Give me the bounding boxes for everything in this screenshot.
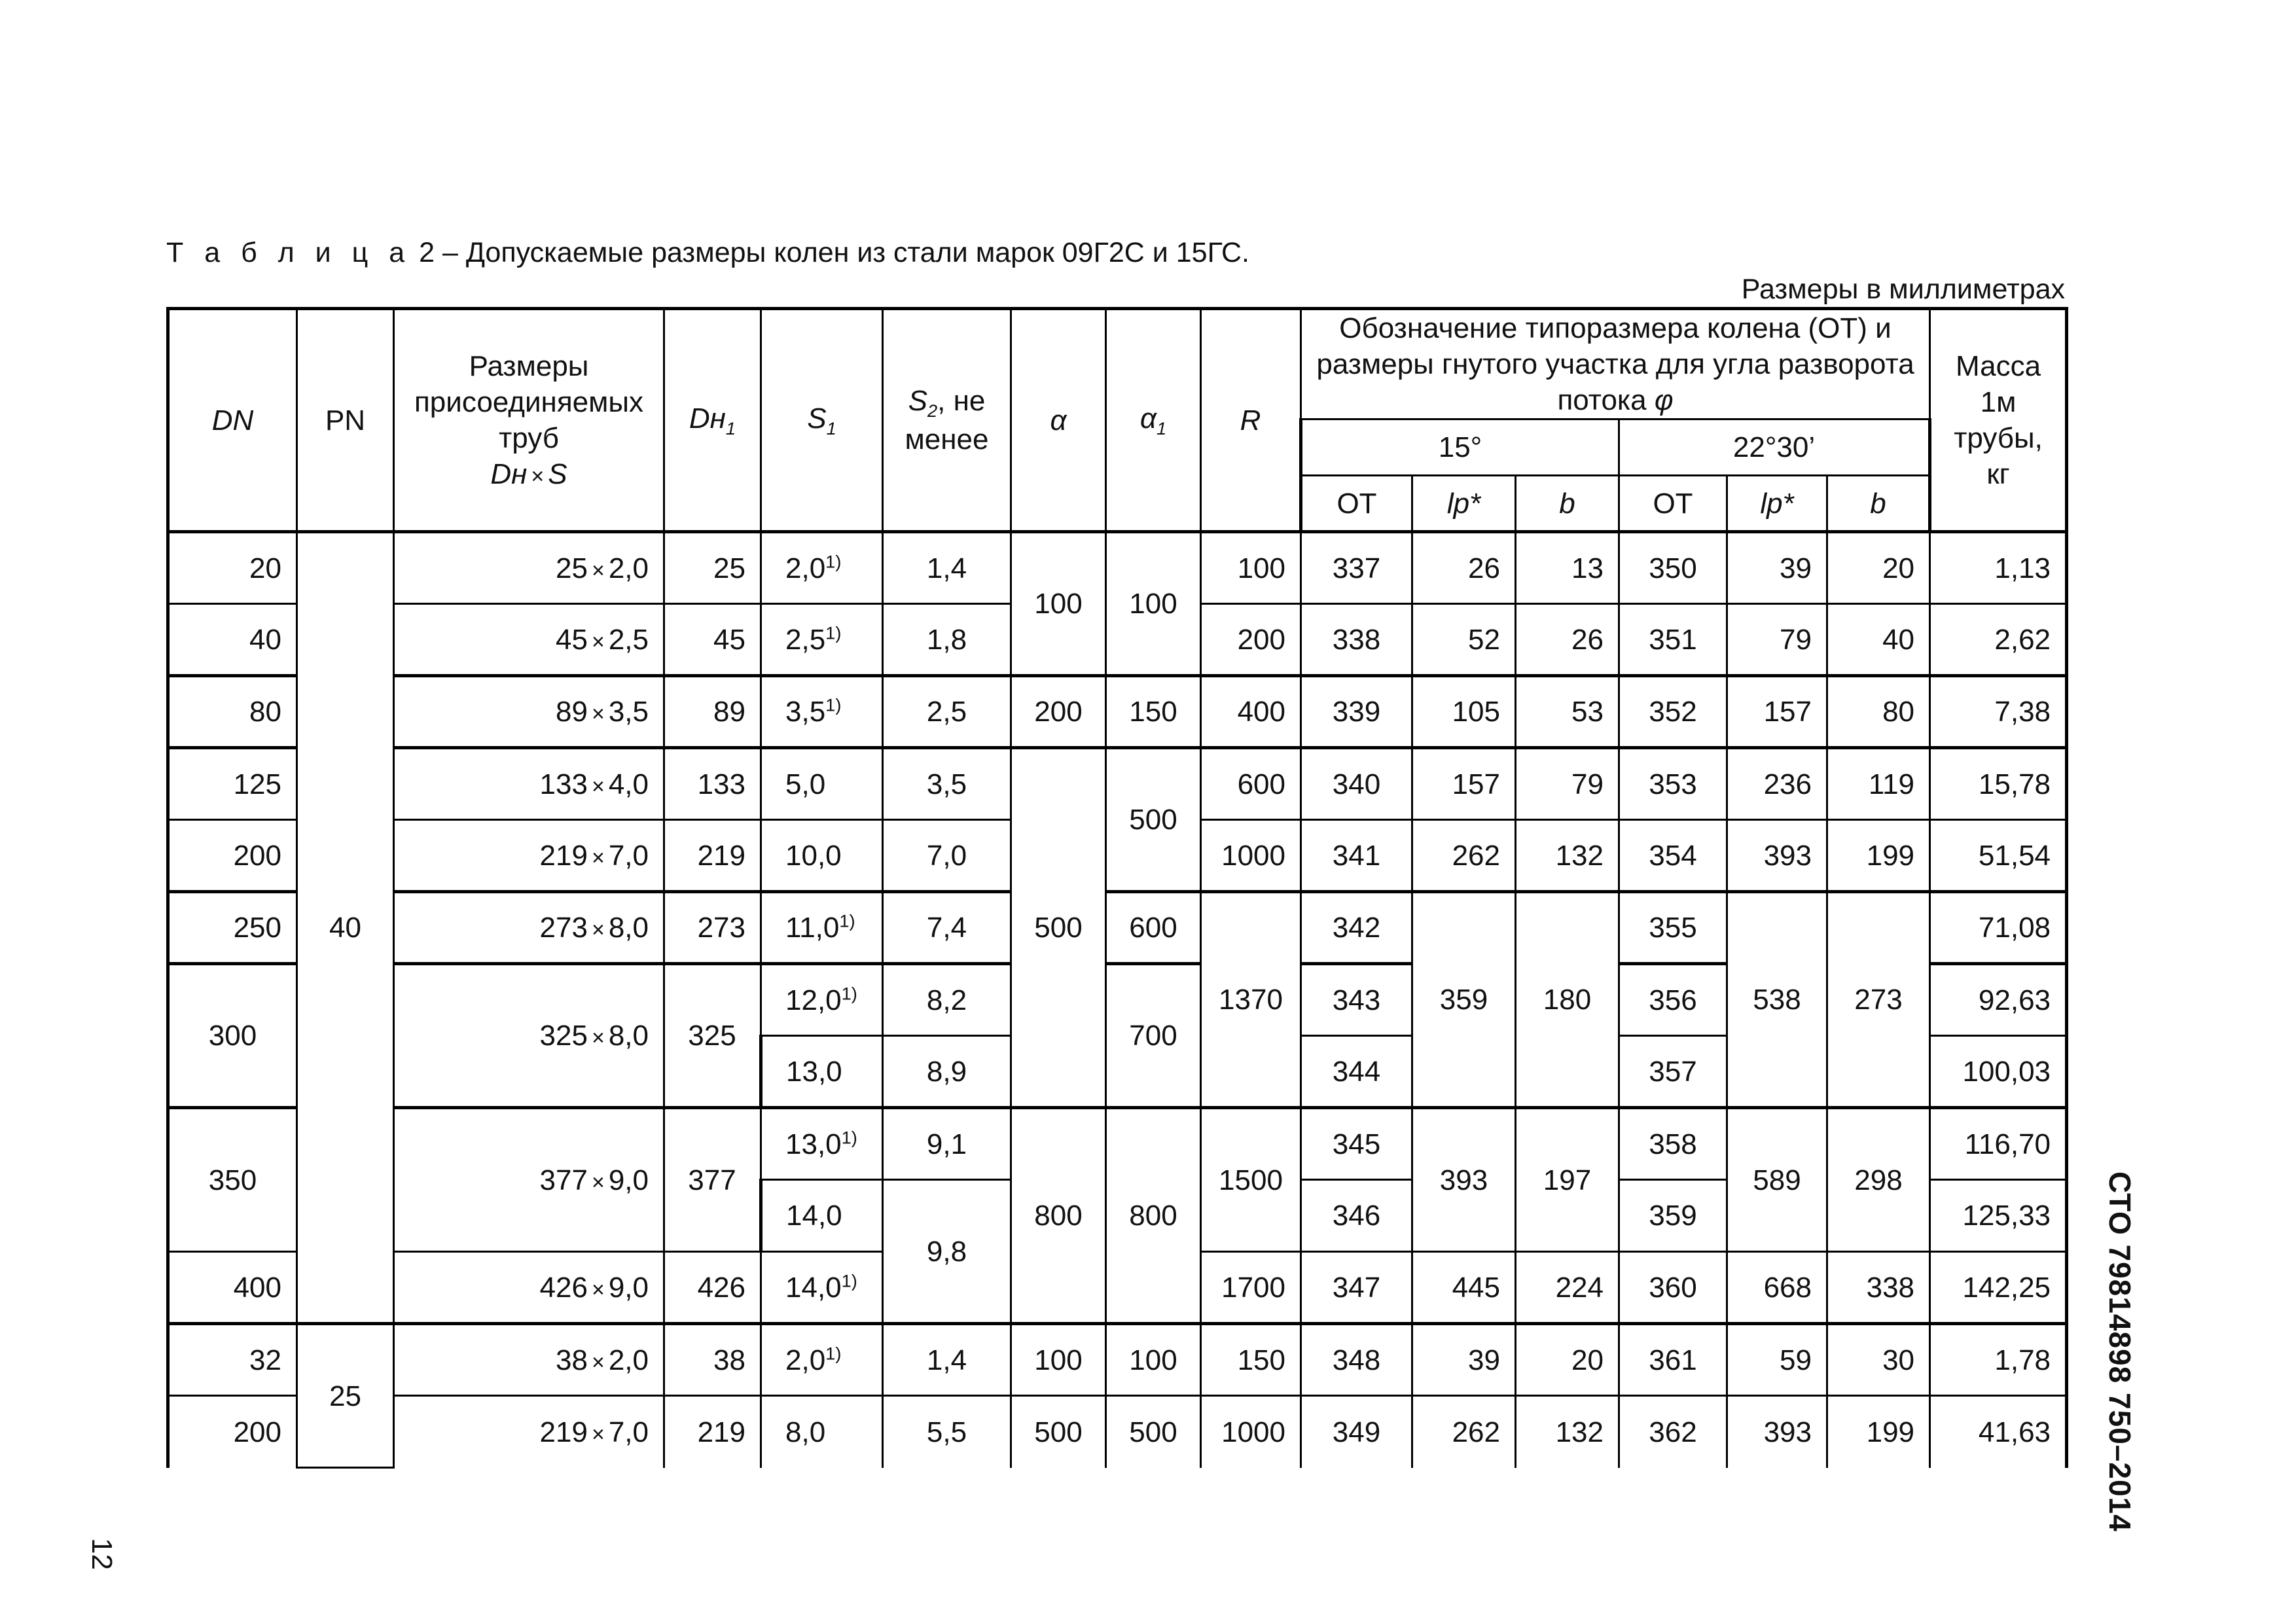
cell-ot-15: 337 [1301, 532, 1412, 604]
cell-pn: 25 [297, 1324, 394, 1468]
header-lp-15: lр* [1412, 476, 1516, 532]
cell-ot-22: 352 [1619, 676, 1727, 748]
cell-b-15: 224 [1516, 1252, 1619, 1324]
cell-s1: 8,0 [761, 1396, 883, 1468]
cell-pipe-size: 45 × 2,5 [394, 604, 664, 676]
cell-alpha1: 150 [1106, 676, 1201, 748]
cell-lp-22: 668 [1727, 1252, 1827, 1324]
cell-mass: 125,33 [1930, 1180, 2067, 1252]
cell-r: 1000 [1201, 820, 1301, 892]
cell-ot-22: 353 [1619, 748, 1727, 820]
cell-alpha1: 600 [1106, 892, 1201, 964]
cell-mass: 1,13 [1930, 532, 2067, 604]
cell-dh1: 273 [664, 892, 761, 964]
cell-ot-15: 349 [1301, 1396, 1412, 1468]
cell-r: 100 [1201, 532, 1301, 604]
cell-lp-15: 39 [1412, 1324, 1516, 1396]
cell-ot-15: 338 [1301, 604, 1412, 676]
caption-text: 2 – Допускаемые размеры колен из стали марок 09Г2С и 15ГС. [419, 237, 1249, 268]
cell-s1: 10,0 [761, 820, 883, 892]
cell-s2: 9,8 [883, 1180, 1011, 1324]
cell-b-15: 132 [1516, 820, 1619, 892]
cell-ot-15: 343 [1301, 964, 1412, 1036]
cell-ot-15: 347 [1301, 1252, 1412, 1324]
cell-lp-22: 393 [1727, 1396, 1827, 1468]
header-ot-22: ОТ [1619, 476, 1727, 532]
cell-pipe-size: 133 × 4,0 [394, 748, 664, 820]
header-dh1: $Dн_1$ [664, 309, 761, 532]
cell-b-22: 273 [1827, 892, 1930, 1108]
cell-s1: 2,0$^{1)}$ [761, 532, 883, 604]
header-alpha1: $\alpha_1$ [1106, 309, 1201, 532]
table-row [168, 748, 2067, 820]
document-code: СТО 79814898 750–2014 [2103, 1171, 2137, 1532]
cell-b-22: 30 [1827, 1324, 1930, 1396]
header-r: R [1201, 309, 1301, 532]
header-s1: $S_1$ [761, 309, 883, 532]
cell-lp-15: 445 [1412, 1252, 1516, 1324]
header-lp-22: lр* [1727, 476, 1827, 532]
bend-dimensions-table [166, 307, 2068, 1469]
cell-b-15: 13 [1516, 532, 1619, 604]
cell-lp-15: 52 [1412, 604, 1516, 676]
cell-lp-22: 393 [1727, 820, 1827, 892]
cell-dh1: 219 [664, 820, 761, 892]
cell-ot-22: 354 [1619, 820, 1727, 892]
header-dn: DN [168, 309, 297, 532]
cell-dn: 300 [168, 964, 297, 1108]
cell-lp-22: 59 [1727, 1324, 1827, 1396]
cell-s1: 3,5$^{1)}$ [761, 676, 883, 748]
cell-pn: 40 [297, 532, 394, 1324]
cell-r: 1000 [1201, 1396, 1301, 1468]
cell-alpha1: 800 [1106, 1108, 1201, 1324]
cell-ot-22: 362 [1619, 1396, 1727, 1468]
caption-prefix: Т а б л и ц а [166, 237, 412, 268]
cell-mass: 1,78 [1930, 1324, 2067, 1396]
cell-s2: 1,4 [883, 1324, 1011, 1396]
cell-lp-22: 79 [1727, 604, 1827, 676]
cell-pipe-size: 219 × 7,0 [394, 1396, 664, 1468]
cell-lp-22: 589 [1727, 1108, 1827, 1252]
cell-pipe-size: 426 × 9,0 [394, 1252, 664, 1324]
header-connected-pipes: Размеры присоединяемых труб Dн × S [394, 309, 664, 532]
cell-alpha: 500 [1011, 1396, 1106, 1468]
table-row [168, 1108, 2067, 1180]
cell-s2: 8,2 [883, 964, 1011, 1036]
cell-b-15: 20 [1516, 1324, 1619, 1396]
cell-mass: 116,70 [1930, 1108, 2067, 1180]
table-row [168, 1324, 2067, 1396]
cell-dh1: 426 [664, 1252, 761, 1324]
cell-ot-22: 351 [1619, 604, 1727, 676]
cell-dn: 40 [168, 604, 297, 676]
cell-ot-15: 342 [1301, 892, 1412, 964]
cell-ot-22: 355 [1619, 892, 1727, 964]
table-caption [166, 237, 1249, 269]
cell-dn: 250 [168, 892, 297, 964]
cell-b-22: 298 [1827, 1108, 1930, 1252]
cell-ot-15: 345 [1301, 1108, 1412, 1180]
cell-lp-15: 157 [1412, 748, 1516, 820]
header-mass: Масса 1м трубы, кг [1930, 309, 2067, 532]
cell-b-15: 53 [1516, 676, 1619, 748]
cell-s2: 7,0 [883, 820, 1011, 892]
cell-pipe-size: 325 × 8,0 [394, 964, 664, 1108]
cell-mass: 15,78 [1930, 748, 2067, 820]
cell-dh1: 219 [664, 1396, 761, 1468]
cell-dn: 400 [168, 1252, 297, 1324]
cell-lp-15: 105 [1412, 676, 1516, 748]
cell-pipe-size: 25 × 2,0 [394, 532, 664, 604]
cell-dh1: 38 [664, 1324, 761, 1396]
cell-alpha: 500 [1011, 748, 1106, 1108]
cell-dh1: 377 [664, 1108, 761, 1252]
cell-alpha: 800 [1011, 1108, 1106, 1324]
cell-ot-22: 350 [1619, 532, 1727, 604]
cell-dh1: 89 [664, 676, 761, 748]
cell-alpha: 100 [1011, 1324, 1106, 1396]
cell-mass: 2,62 [1930, 604, 2067, 676]
cell-b-22: 20 [1827, 532, 1930, 604]
cell-s1: 12,0$^{1)}$ [761, 964, 883, 1036]
cell-r: 200 [1201, 604, 1301, 676]
table-row [168, 532, 2067, 604]
cell-ot-15: 346 [1301, 1180, 1412, 1252]
cell-lp-15: 393 [1412, 1108, 1516, 1252]
cell-mass: 142,25 [1930, 1252, 2067, 1324]
cell-ot-22: 356 [1619, 964, 1727, 1036]
cell-s1: 5,0 [761, 748, 883, 820]
cell-dn: 32 [168, 1324, 297, 1396]
cell-lp-22: 39 [1727, 532, 1827, 604]
cell-s1: 14,0$^{1)}$ [761, 1252, 883, 1324]
cell-mass: 41,63 [1930, 1396, 2067, 1468]
cell-b-22: 338 [1827, 1252, 1930, 1324]
cell-b-22: 80 [1827, 676, 1930, 748]
cell-r: 150 [1201, 1324, 1301, 1396]
cell-b-15: 197 [1516, 1108, 1619, 1252]
cell-dn: 350 [168, 1108, 297, 1252]
cell-mass: 100,03 [1930, 1036, 2067, 1108]
cell-lp-22: 538 [1727, 892, 1827, 1108]
cell-s2: 1,8 [883, 604, 1011, 676]
cell-alpha1: 100 [1106, 532, 1201, 676]
cell-b-15: 132 [1516, 1396, 1619, 1468]
units-note: Размеры в миллиметрах [1741, 274, 2065, 305]
cell-s2: 3,5 [883, 748, 1011, 820]
cell-mass: 71,08 [1930, 892, 2067, 964]
cell-b-22: 199 [1827, 820, 1930, 892]
cell-mass: 92,63 [1930, 964, 2067, 1036]
cell-s2: 1,4 [883, 532, 1011, 604]
cell-ot-22: 358 [1619, 1108, 1727, 1180]
cell-mass: 7,38 [1930, 676, 2067, 748]
cell-lp-15: 359 [1412, 892, 1516, 1108]
cell-b-15: 180 [1516, 892, 1619, 1108]
cell-ot-22: 357 [1619, 1036, 1727, 1108]
header-angle-22-30: 22°30’ [1619, 419, 1930, 476]
cell-ot-22: 359 [1619, 1180, 1727, 1252]
table-row [168, 676, 2067, 748]
cell-s1: 2,5$^{1)}$ [761, 604, 883, 676]
cell-s2: 5,5 [883, 1396, 1011, 1468]
header-b-22: b [1827, 476, 1930, 532]
header-ot-15: ОТ [1301, 476, 1412, 532]
table-row [168, 1396, 2067, 1468]
cell-dn: 20 [168, 532, 297, 604]
cell-lp-15: 26 [1412, 532, 1516, 604]
cell-ot-22: 361 [1619, 1324, 1727, 1396]
cell-s2: 7,4 [883, 892, 1011, 964]
cell-alpha1: 100 [1106, 1324, 1201, 1396]
cell-lp-15: 262 [1412, 1396, 1516, 1468]
cell-s1: 14,0 [761, 1180, 883, 1252]
cell-ot-15: 340 [1301, 748, 1412, 820]
cell-dh1: 133 [664, 748, 761, 820]
cell-pipe-size: 219 × 7,0 [394, 820, 664, 892]
cell-pipe-size: 89 × 3,5 [394, 676, 664, 748]
cell-lp-22: 236 [1727, 748, 1827, 820]
cell-r: 600 [1201, 748, 1301, 820]
cell-s2: 2,5 [883, 676, 1011, 748]
cell-pipe-size: 273 × 8,0 [394, 892, 664, 964]
cell-s1: 13,0 [761, 1036, 883, 1108]
cell-ot-15: 339 [1301, 676, 1412, 748]
cell-dn: 200 [168, 1396, 297, 1468]
cell-ot-15: 344 [1301, 1036, 1412, 1108]
header-pn: PN [297, 309, 394, 532]
cell-alpha1: 700 [1106, 964, 1201, 1108]
cell-r: 1500 [1201, 1108, 1301, 1252]
cell-s1: 11,0$^{1)}$ [761, 892, 883, 964]
cell-alpha: 200 [1011, 676, 1106, 748]
cell-s1: 2,0$^{1)}$ [761, 1324, 883, 1396]
cell-ot-15: 348 [1301, 1324, 1412, 1396]
cell-mass: 51,54 [1930, 820, 2067, 892]
cell-alpha: 100 [1011, 532, 1106, 676]
table-row [168, 892, 2067, 964]
header-alpha: α [1011, 309, 1106, 532]
header-s2: $S_2$, не менее [883, 309, 1011, 532]
cell-s1: 13,0$^{1)}$ [761, 1108, 883, 1180]
cell-b-15: 26 [1516, 604, 1619, 676]
cell-dn: 125 [168, 748, 297, 820]
cell-pipe-size: 377 × 9,0 [394, 1108, 664, 1252]
header-angle-15: 15° [1301, 419, 1619, 476]
cell-ot-22: 360 [1619, 1252, 1727, 1324]
cell-s2: 8,9 [883, 1036, 1011, 1108]
cell-b-22: 40 [1827, 604, 1930, 676]
header-group-title: Обозначение типоразмера колена (ОТ) и размеры гнутого участка для угла разворота потока φ [1301, 309, 1930, 419]
page-number: 12 [86, 1538, 118, 1570]
cell-lp-22: 157 [1727, 676, 1827, 748]
cell-ot-15: 341 [1301, 820, 1412, 892]
cell-r: 400 [1201, 676, 1301, 748]
cell-dh1: 325 [664, 964, 761, 1108]
cell-b-22: 119 [1827, 748, 1930, 820]
cell-alpha1: 500 [1106, 1396, 1201, 1468]
cell-r: 1370 [1201, 892, 1301, 1108]
cell-s2: 9,1 [883, 1108, 1011, 1180]
cell-dn: 80 [168, 676, 297, 748]
cell-b-22: 199 [1827, 1396, 1930, 1468]
cell-dh1: 45 [664, 604, 761, 676]
cell-dh1: 25 [664, 532, 761, 604]
cell-dn: 200 [168, 820, 297, 892]
cell-b-15: 79 [1516, 748, 1619, 820]
cell-alpha1: 500 [1106, 748, 1201, 892]
header-b-15: b [1516, 476, 1619, 532]
cell-lp-15: 262 [1412, 820, 1516, 892]
cell-pipe-size: 38 × 2,0 [394, 1324, 664, 1396]
cell-r: 1700 [1201, 1252, 1301, 1324]
